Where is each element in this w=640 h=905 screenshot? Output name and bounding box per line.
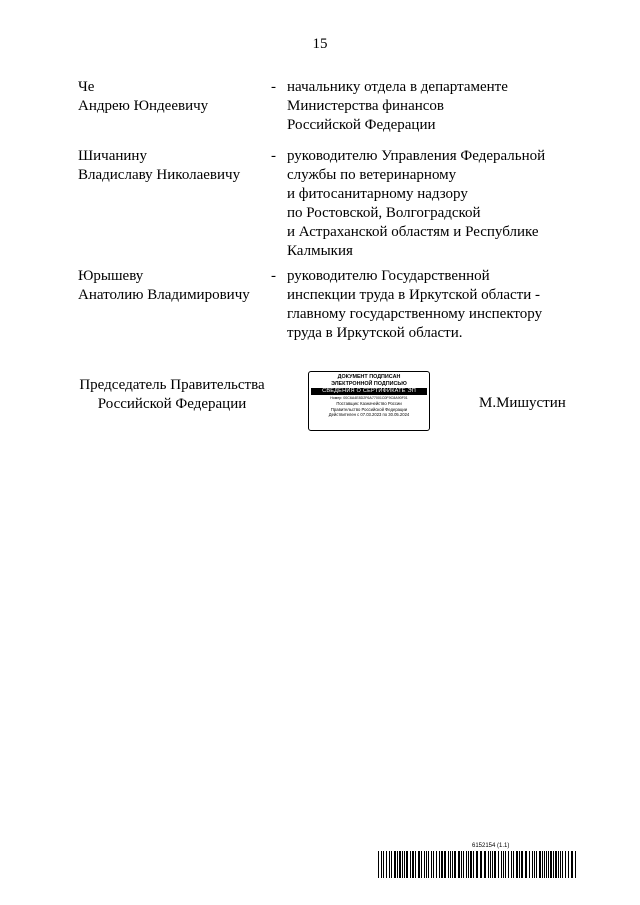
name-line: Че: [78, 79, 95, 95]
barcode-bar: [560, 851, 561, 878]
stamp-certificate-number: Номер: 00C6A4E8D2F6A77001C0F9C8A90F01: [330, 396, 408, 400]
barcode-bar: [505, 851, 506, 878]
barcode-bar: [480, 851, 482, 878]
barcode-bar: [389, 851, 390, 878]
barcode-bar: [458, 851, 460, 878]
barcode-bar: [404, 851, 405, 878]
barcode-bar: [448, 851, 449, 878]
barcode-bar: [565, 851, 566, 878]
barcode-bar: [454, 851, 456, 878]
barcode-bar: [436, 851, 437, 878]
signer-title-line: Российской Федерации: [97, 396, 247, 412]
barcode-bar: [378, 851, 379, 878]
barcode-bar: [516, 851, 518, 878]
stamp-owner: Правительство Российской Федерации: [330, 406, 408, 412]
position-line: труда в Иркутской области.: [287, 325, 463, 341]
barcode-bar: [383, 851, 384, 878]
barcode-bar: [412, 851, 414, 878]
barcode-bar: [452, 851, 453, 878]
signer-title: [72, 376, 272, 414]
barcode-bar: [488, 851, 489, 878]
name-line: Юрышеву: [78, 268, 144, 284]
barcode-bar: [571, 851, 573, 878]
position-line: и фитосанитарному надзору: [287, 186, 468, 202]
barcode-bar: [490, 851, 491, 878]
signer-title-line: Председатель Правительства: [79, 377, 265, 393]
stamp-header-line: ЭЛЕКТРОННОЙ ПОДПИСЬЮ: [331, 380, 407, 387]
stamp-supplier: Поставщик: Казначейство России: [336, 401, 402, 407]
entry-position: [287, 267, 587, 343]
position-line: руководителю Государственной: [287, 268, 490, 284]
barcode-bar: [575, 851, 576, 878]
barcode-bar: [468, 851, 469, 878]
stamp-certificate-band: СВЕДЕНИЯ О СЕРТИФИКАТЕ ЭП: [311, 388, 427, 395]
entry-position: [287, 147, 587, 261]
barcode-bar: [406, 851, 408, 878]
barcode-bar: [503, 851, 504, 878]
entry-name: [78, 267, 268, 305]
entry-name: [78, 78, 268, 116]
barcode-bar: [444, 851, 446, 878]
barcode-bar: [546, 851, 547, 878]
entry-dash: -: [271, 79, 276, 95]
barcode-bar: [558, 851, 559, 878]
position-line: Российской Федерации: [287, 117, 436, 133]
barcode-bar: [492, 851, 493, 878]
barcode-bar: [421, 851, 422, 878]
barcode-bar: [424, 851, 425, 878]
barcode-bar: [470, 851, 472, 878]
position-line: главному государственному инспектору: [287, 306, 543, 322]
barcode-bar: [511, 851, 512, 878]
barcode-bar: [402, 851, 403, 878]
name-line: Анатолию Владимировичу: [78, 287, 250, 303]
barcode: [378, 851, 576, 878]
barcode-bar: [463, 851, 464, 878]
barcode-bar: [466, 851, 467, 878]
page-number: 15: [312, 36, 328, 52]
barcode-bar: [536, 851, 537, 878]
name-line: Андрею Юндеевичу: [78, 98, 209, 114]
barcode-bar: [386, 851, 387, 878]
barcode-bar: [441, 851, 443, 878]
barcode-bar: [548, 851, 549, 878]
barcode-bar: [519, 851, 520, 878]
position-line: руководителю Управления Федеральной: [287, 148, 546, 164]
barcode-bar: [397, 851, 398, 878]
barcode-bar: [539, 851, 541, 878]
position-line: инспекции труда в Иркутской области -: [287, 287, 540, 303]
barcode-bar: [501, 851, 502, 878]
barcode-bar: [476, 851, 478, 878]
name-line: Шичанину: [78, 148, 147, 164]
barcode-bar: [550, 851, 552, 878]
barcode-bar: [529, 851, 530, 878]
barcode-bar: [532, 851, 533, 878]
barcode-bar: [513, 851, 514, 878]
barcode-bar: [562, 851, 563, 878]
barcode-bar: [418, 851, 420, 878]
barcode-bar: [568, 851, 569, 878]
barcode-bar: [498, 851, 499, 878]
barcode-bar: [461, 851, 462, 878]
stamp-header-line: ДОКУМЕНТ ПОДПИСАН: [337, 374, 401, 380]
barcode-bar: [473, 851, 474, 878]
barcode-id: 6152154 (1.1): [472, 843, 510, 849]
barcode-bar: [508, 851, 509, 878]
barcode-bar: [521, 851, 523, 878]
barcode-bar: [381, 851, 382, 878]
position-line: и Астраханской областям и Республике: [287, 224, 539, 240]
barcode-bar: [439, 851, 440, 878]
barcode-bar: [450, 851, 451, 878]
barcode-bar: [433, 851, 434, 878]
barcode-bar: [394, 851, 396, 878]
entry-dash: -: [271, 268, 276, 284]
entry-position: [287, 78, 587, 135]
position-line: начальнику отдела в департаменте: [287, 79, 508, 95]
position-line: Калмыкия: [287, 243, 353, 259]
entry-dash: -: [271, 148, 276, 164]
barcode-bar: [391, 851, 392, 878]
barcode-bar: [484, 851, 486, 878]
barcode-bar: [431, 851, 432, 878]
barcode-bar: [542, 851, 543, 878]
stamp-header: [309, 372, 429, 387]
position-line: Министерства финансов: [287, 98, 444, 114]
position-line: по Ростовской, Волгоградской: [287, 205, 481, 221]
signer-name: М.Мишустин: [479, 395, 566, 411]
barcode-bar: [553, 851, 554, 878]
barcode-bar: [410, 851, 411, 878]
stamp-validity: Действителен с 07.03.2023 по 30.05.2024: [328, 412, 410, 418]
barcode-bar: [544, 851, 545, 878]
entry-name: [78, 147, 268, 185]
barcode-bar: [555, 851, 557, 878]
position-line: службы по ветеринарному: [287, 167, 457, 183]
name-line: Владиславу Николаевичу: [78, 167, 241, 183]
barcode-bar: [399, 851, 401, 878]
barcode-bar: [426, 851, 427, 878]
barcode-bar: [534, 851, 535, 878]
electronic-signature-stamp: [308, 371, 430, 431]
barcode-bar: [428, 851, 429, 878]
barcode-bar: [525, 851, 527, 878]
barcode-bar: [494, 851, 496, 878]
barcode-bar: [415, 851, 416, 878]
